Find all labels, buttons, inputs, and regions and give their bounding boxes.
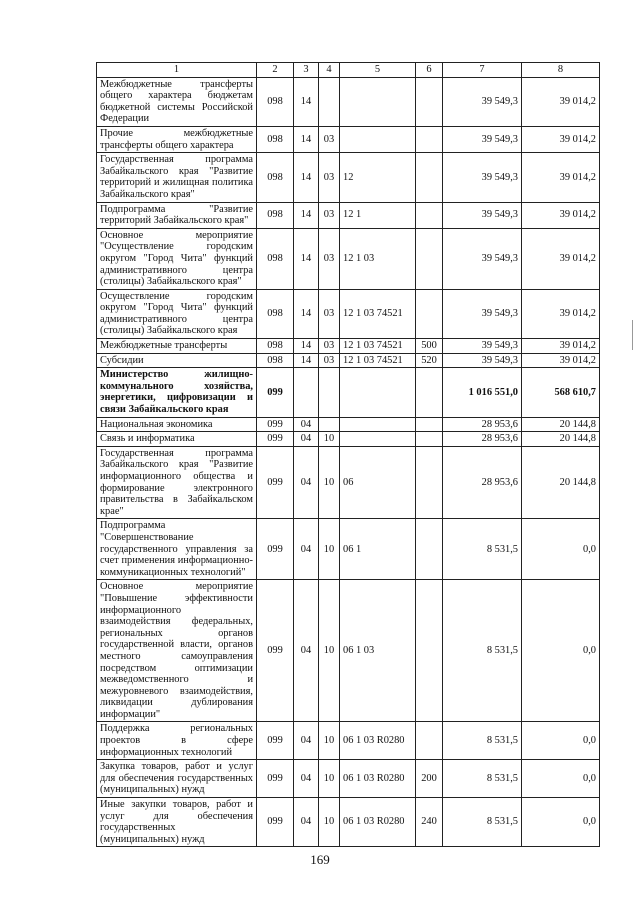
row-target-cell: 06	[340, 446, 416, 519]
header-col-1: 1	[97, 63, 257, 78]
table-row	[97, 368, 600, 417]
row-amount-2-cell: 39 014,2	[522, 77, 600, 126]
row-amount-1-cell: 39 549,3	[443, 153, 522, 202]
row-subsection-cell: 03	[319, 153, 340, 202]
row-target-cell: 12 1 03 74521	[340, 339, 416, 354]
table-row	[97, 432, 600, 447]
row-amount-1-cell: 39 549,3	[443, 77, 522, 126]
row-amount-2-cell: 39 014,2	[522, 228, 600, 289]
row-section-cell: 14	[294, 126, 319, 152]
row-section-cell: 04	[294, 432, 319, 447]
row-type-cell	[416, 228, 443, 289]
row-type-cell: 200	[416, 760, 443, 798]
table-row	[97, 417, 600, 432]
row-target-cell: 12	[340, 153, 416, 202]
row-type-cell	[416, 202, 443, 228]
row-subsection-cell: 03	[319, 289, 340, 338]
row-name-cell: Подпрограмма "Развитие территорий Забайкальского края"	[97, 202, 257, 228]
row-name-cell: Прочие межбюджетные трансферты общего характера	[97, 126, 257, 152]
row-code-cell: 098	[257, 153, 294, 202]
table-row	[97, 339, 600, 354]
row-subsection-cell	[319, 77, 340, 126]
row-amount-2-cell: 39 014,2	[522, 353, 600, 368]
row-code-cell: 098	[257, 289, 294, 338]
header-col-5: 5	[340, 63, 416, 78]
row-section-cell: 14	[294, 202, 319, 228]
row-code-cell: 098	[257, 126, 294, 152]
row-amount-2-cell: 0,0	[522, 798, 600, 847]
row-type-cell	[416, 722, 443, 760]
row-name-cell: Министерство жилищно-коммунального хозяйства, энергетики, цифровизации и связи Забайкальского края	[97, 368, 257, 417]
row-name-cell: Основное мероприятие "Осуществление городским округом "Город Чита" функций административного центра (столицы) Забайкальского края"	[97, 228, 257, 289]
table-row	[97, 126, 600, 152]
row-target-cell	[340, 368, 416, 417]
row-target-cell	[340, 77, 416, 126]
row-name-cell: Субсидии	[97, 353, 257, 368]
row-amount-1-cell: 28 953,6	[443, 432, 522, 447]
row-name-cell: Поддержка региональных проектов в сфере информационных технологий	[97, 722, 257, 760]
row-amount-2-cell: 20 144,8	[522, 432, 600, 447]
row-amount-2-cell: 39 014,2	[522, 289, 600, 338]
row-subsection-cell: 10	[319, 432, 340, 447]
row-target-cell: 12 1 03 74521	[340, 353, 416, 368]
row-subsection-cell: 10	[319, 798, 340, 847]
row-name-cell: Подпрограмма "Совершенствование государственного управления за счет применения информационно-коммуникационных технологий"	[97, 519, 257, 580]
row-code-cell: 098	[257, 339, 294, 354]
row-target-cell: 12 1 03	[340, 228, 416, 289]
row-amount-2-cell: 39 014,2	[522, 339, 600, 354]
row-code-cell: 098	[257, 202, 294, 228]
header-col-7: 7	[443, 63, 522, 78]
row-amount-2-cell: 0,0	[522, 722, 600, 760]
row-section-cell: 14	[294, 289, 319, 338]
header-col-2: 2	[257, 63, 294, 78]
row-amount-2-cell: 39 014,2	[522, 126, 600, 152]
row-name-cell: Межбюджетные трансферты	[97, 339, 257, 354]
row-target-cell: 06 1 03 R0280	[340, 722, 416, 760]
scan-edge-mark	[632, 320, 633, 350]
header-col-6: 6	[416, 63, 443, 78]
row-subsection-cell	[319, 368, 340, 417]
row-subsection-cell: 10	[319, 580, 340, 722]
row-section-cell: 14	[294, 153, 319, 202]
table-row	[97, 202, 600, 228]
row-type-cell	[416, 519, 443, 580]
row-section-cell: 04	[294, 722, 319, 760]
row-amount-2-cell: 39 014,2	[522, 202, 600, 228]
row-section-cell: 14	[294, 77, 319, 126]
row-target-cell: 12 1 03 74521	[340, 289, 416, 338]
row-section-cell: 04	[294, 417, 319, 432]
row-section-cell: 14	[294, 353, 319, 368]
row-target-cell	[340, 417, 416, 432]
table-row	[97, 153, 600, 202]
row-type-cell: 500	[416, 339, 443, 354]
row-subsection-cell: 10	[319, 519, 340, 580]
row-target-cell: 12 1	[340, 202, 416, 228]
row-type-cell	[416, 446, 443, 519]
row-amount-1-cell: 39 549,3	[443, 353, 522, 368]
budget-table	[96, 62, 600, 847]
table-row	[97, 798, 600, 847]
row-type-cell: 520	[416, 353, 443, 368]
row-subsection-cell: 10	[319, 446, 340, 519]
row-code-cell: 098	[257, 353, 294, 368]
row-amount-1-cell: 28 953,6	[443, 417, 522, 432]
row-amount-2-cell: 20 144,8	[522, 446, 600, 519]
row-code-cell: 099	[257, 760, 294, 798]
row-subsection-cell	[319, 417, 340, 432]
row-amount-2-cell: 0,0	[522, 580, 600, 722]
row-amount-1-cell: 39 549,3	[443, 339, 522, 354]
row-type-cell	[416, 126, 443, 152]
row-subsection-cell: 03	[319, 228, 340, 289]
row-type-cell	[416, 417, 443, 432]
row-amount-1-cell: 39 549,3	[443, 289, 522, 338]
row-target-cell: 06 1 03	[340, 580, 416, 722]
row-subsection-cell: 10	[319, 760, 340, 798]
row-section-cell: 04	[294, 580, 319, 722]
row-section-cell: 14	[294, 339, 319, 354]
row-type-cell	[416, 580, 443, 722]
row-name-cell: Основное мероприятие "Повышение эффективности информационного взаимодействия федеральных, региональных органов государственной власти, органов местного самоуправления посредством оптимизации межведомственного и межуровневого взаимодействия, ликвидации дублирования информации"	[97, 580, 257, 722]
row-code-cell: 099	[257, 432, 294, 447]
row-amount-1-cell: 39 549,3	[443, 202, 522, 228]
table-row	[97, 228, 600, 289]
row-subsection-cell: 03	[319, 339, 340, 354]
row-type-cell	[416, 77, 443, 126]
row-name-cell: Национальная экономика	[97, 417, 257, 432]
row-amount-1-cell: 8 531,5	[443, 580, 522, 722]
row-target-cell: 06 1	[340, 519, 416, 580]
row-amount-1-cell: 8 531,5	[443, 760, 522, 798]
row-code-cell: 099	[257, 722, 294, 760]
row-code-cell: 099	[257, 798, 294, 847]
row-amount-1-cell: 8 531,5	[443, 798, 522, 847]
row-amount-1-cell: 8 531,5	[443, 519, 522, 580]
row-subsection-cell: 03	[319, 126, 340, 152]
row-amount-2-cell: 39 014,2	[522, 153, 600, 202]
row-code-cell: 099	[257, 446, 294, 519]
row-amount-1-cell: 39 549,3	[443, 228, 522, 289]
row-name-cell: Закупка товаров, работ и услуг для обеспечения государственных (муниципальных) нужд	[97, 760, 257, 798]
row-section-cell: 04	[294, 798, 319, 847]
table-row	[97, 519, 600, 580]
table-row	[97, 353, 600, 368]
row-type-cell	[416, 289, 443, 338]
row-code-cell: 098	[257, 77, 294, 126]
row-subsection-cell: 03	[319, 353, 340, 368]
header-row	[97, 63, 600, 78]
table-row	[97, 446, 600, 519]
table-row	[97, 760, 600, 798]
row-amount-2-cell: 0,0	[522, 519, 600, 580]
row-type-cell	[416, 153, 443, 202]
page-number: 169	[310, 852, 330, 867]
table-row	[97, 722, 600, 760]
row-code-cell: 099	[257, 519, 294, 580]
row-section-cell: 04	[294, 760, 319, 798]
row-target-cell: 06 1 03 R0280	[340, 760, 416, 798]
row-type-cell: 240	[416, 798, 443, 847]
header-col-4: 4	[319, 63, 340, 78]
row-amount-2-cell: 20 144,8	[522, 417, 600, 432]
row-name-cell: Иные закупки товаров, работ и услуг для обеспечения государственных (муниципальных) нужд	[97, 798, 257, 847]
row-code-cell: 098	[257, 228, 294, 289]
row-amount-1-cell: 1 016 551,0	[443, 368, 522, 417]
row-type-cell	[416, 432, 443, 447]
table-row	[97, 289, 600, 338]
row-section-cell: 04	[294, 446, 319, 519]
row-code-cell: 099	[257, 368, 294, 417]
row-amount-2-cell: 0,0	[522, 760, 600, 798]
row-target-cell	[340, 126, 416, 152]
row-section-cell	[294, 368, 319, 417]
row-name-cell: Государственная программа Забайкальского края "Развитие территорий и жилищная политика Забайкальского края"	[97, 153, 257, 202]
row-subsection-cell: 10	[319, 722, 340, 760]
row-name-cell: Межбюджетные трансферты общего характера бюджетам бюджетной системы Российской Федерации	[97, 77, 257, 126]
row-code-cell: 099	[257, 417, 294, 432]
header-col-8: 8	[522, 63, 600, 78]
row-name-cell: Государственная программа Забайкальского края "Развитие информационного общества и формирование электронного правительства в Забайкальском крае"	[97, 446, 257, 519]
row-target-cell	[340, 432, 416, 447]
row-amount-1-cell: 39 549,3	[443, 126, 522, 152]
row-amount-1-cell: 8 531,5	[443, 722, 522, 760]
row-amount-1-cell: 28 953,6	[443, 446, 522, 519]
table-row	[97, 77, 600, 126]
row-section-cell: 04	[294, 519, 319, 580]
row-section-cell: 14	[294, 228, 319, 289]
row-name-cell: Осуществление городским округом "Город Чита" функций административного центра (столицы) Забайкальского края	[97, 289, 257, 338]
row-target-cell: 06 1 03 R0280	[340, 798, 416, 847]
table-row	[97, 580, 600, 722]
row-code-cell: 099	[257, 580, 294, 722]
row-amount-2-cell: 568 610,7	[522, 368, 600, 417]
header-col-3: 3	[294, 63, 319, 78]
row-name-cell: Связь и информатика	[97, 432, 257, 447]
row-subsection-cell: 03	[319, 202, 340, 228]
row-type-cell	[416, 368, 443, 417]
